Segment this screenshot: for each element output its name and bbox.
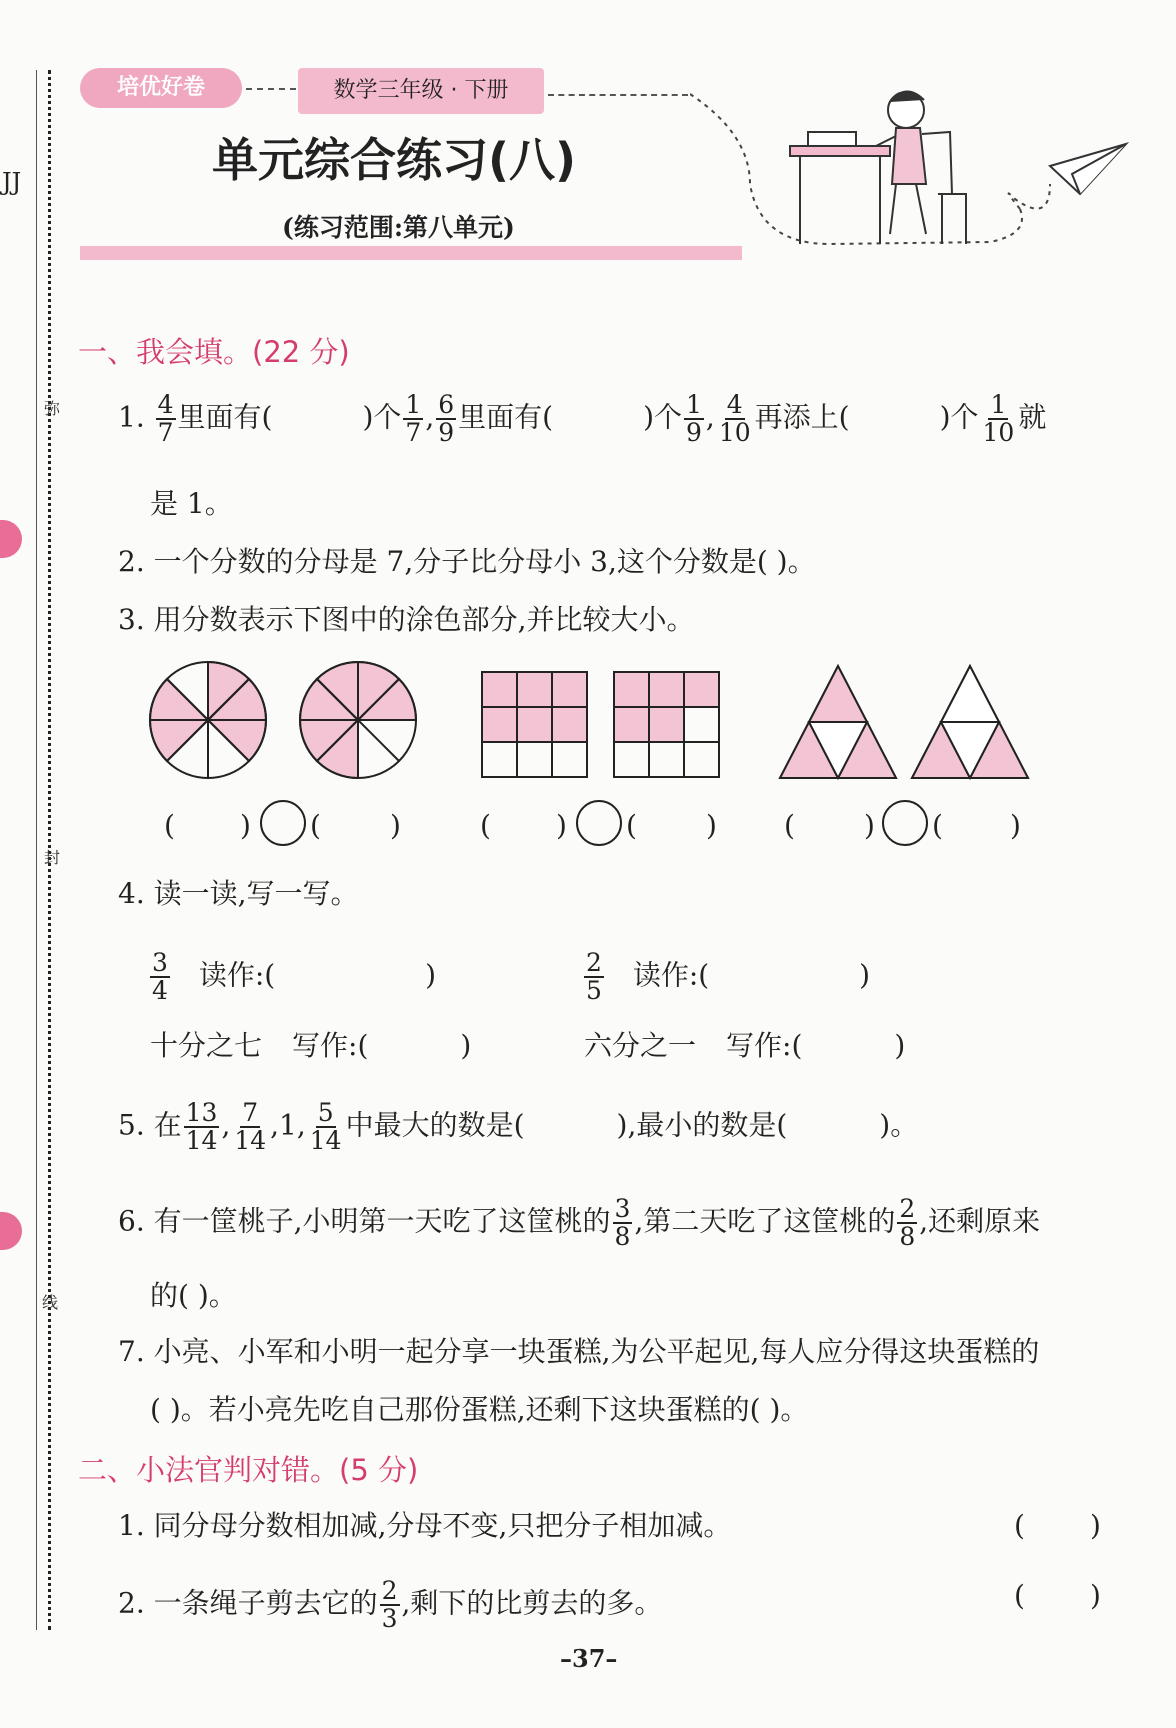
s2-q2: 2. 一条绳子剪去它的 $\frac{2}{3}$ ,剩下的比剪去的多。 — [118, 1576, 663, 1633]
circle-a — [150, 662, 266, 778]
paper-plane-icon — [1050, 144, 1126, 194]
q3-blank-a2-right: ) — [390, 809, 401, 842]
q3-blank-a2-left[interactable]: ( — [310, 809, 321, 842]
q4-row1-b: $\frac{2}{5}$ 读作:( ) — [586, 948, 871, 1005]
q3-blank-c2-right: ) — [1010, 809, 1021, 842]
q7-line2: ( )。若小亮先吃自己那份蛋糕,还剩下这块蛋糕的( )。 — [150, 1393, 809, 1426]
q6-frac-2-8: $\frac{2}{8}$ — [899, 1194, 916, 1251]
q1-line2: 是 1。 — [150, 487, 233, 520]
page-subtitle: (练习范围:第八单元) — [282, 213, 515, 242]
binding-feng: 封 — [44, 848, 61, 867]
edge-tab-top — [0, 520, 22, 558]
q3-blank-b2-left[interactable]: ( — [626, 809, 637, 842]
corner-mark: JJ — [2, 168, 22, 196]
q3-blank-b2-right: ) — [706, 809, 717, 842]
grade-tab: 数学三年级 · 下册 — [298, 68, 544, 114]
student — [876, 91, 966, 244]
triangle-b — [912, 666, 1028, 778]
page-number: –37– — [560, 1644, 618, 1673]
q1-frac-6-9: $\frac{6}{9}$ — [438, 390, 455, 447]
q6-line1: 6. 有一筐桃子,小明第一天吃了这筐桃的 $\frac{3}{8}$ ,第二天吃了这筐桃的 $\frac{2}{8}$ ,还剩原来 — [118, 1194, 1041, 1251]
q2: 2. 一个分数的分母是 7,分子比分母小 3,这个分数是( )。 — [118, 545, 816, 578]
s2-q2-judge-right: ) — [1090, 1579, 1101, 1612]
page-title: 单元综合练习(八) — [212, 133, 577, 187]
q3-compare-circle-c[interactable] — [882, 800, 928, 846]
header-dash-2 — [548, 94, 688, 96]
q1-frac-1-10: $\frac{1}{10}$ — [982, 390, 1015, 447]
q3: 3. 用分数表示下图中的涂色部分,并比较大小。 — [118, 603, 695, 636]
q4-row1-a: $\frac{3}{4}$ 读作:( ) — [152, 948, 437, 1005]
header-badge: 培优好卷 — [80, 68, 242, 108]
q3-blank-a-left[interactable]: ( — [164, 809, 175, 842]
q3-blank-a-right-close: ) — [240, 809, 251, 842]
binding-solid-line — [36, 70, 37, 1630]
section2-title: 二、小法官判对错。(5 分) — [78, 1453, 419, 1487]
header-dash-1 — [246, 88, 296, 90]
grid-b — [614, 672, 719, 777]
circle-b — [300, 662, 416, 778]
binding-xian: 线 — [42, 1293, 59, 1312]
grid-a — [482, 672, 587, 777]
q5: 5. 在 $\frac{13}{14}$ , $\frac{7}{14}$ ,1, $\frac{5}{14}$ 中最大的数是( ),最小的数是( )。 — [118, 1098, 919, 1155]
q3-compare-circle-a[interactable] — [260, 800, 306, 846]
q3-blank-b-left[interactable]: ( — [480, 809, 491, 842]
s2-q1-judge-left[interactable]: ( — [1014, 1509, 1025, 1542]
header-band — [80, 246, 742, 260]
q3-blank-c-left[interactable]: ( — [784, 809, 795, 842]
q1-frac-4-7: $\frac{4}{7}$ — [157, 390, 174, 447]
desk — [790, 132, 890, 244]
q5-frac-7-14: $\frac{7}{14}$ — [234, 1098, 267, 1155]
q4-row2-b: 六分之一 写作:( ) — [584, 1029, 906, 1062]
triangle-a — [780, 666, 896, 778]
edge-tab-bottom — [0, 1212, 22, 1250]
q1-frac-1-7: $\frac{1}{7}$ — [405, 390, 422, 447]
q1-frac-1-9: $\frac{1}{9}$ — [686, 390, 702, 447]
q6-frac-3-8: $\frac{3}{8}$ — [614, 1194, 631, 1251]
s2-q1: 1. 同分母分数相加减,分母不变,只把分子相加减。 — [118, 1509, 732, 1542]
q7-line1: 7. 小亮、小军和小明一起分享一块蛋糕,为公平起见,每人应分得这块蛋糕的 — [118, 1335, 1040, 1368]
q3-blank-c2-left[interactable]: ( — [932, 809, 943, 842]
q3-blank-b-right: ) — [556, 809, 567, 842]
q3-compare-circle-b[interactable] — [576, 800, 622, 846]
section1-title: 一、我会填。(22 分) — [78, 335, 350, 369]
q6-line2: 的( )。 — [150, 1279, 237, 1312]
s2-q2-judge-left[interactable]: ( — [1014, 1579, 1025, 1612]
q4-title: 4. 读一读,写一写。 — [118, 877, 359, 910]
q4-frac-3-4: $\frac{3}{4}$ — [152, 948, 168, 1005]
q4-frac-2-5: $\frac{2}{5}$ — [586, 948, 602, 1005]
s2-q2-frac-2-3: $\frac{2}{3}$ — [381, 1576, 398, 1633]
q1-frac-4-10: $\frac{4}{10}$ — [718, 390, 751, 447]
s2-q1-judge-right: ) — [1090, 1509, 1101, 1542]
q5-frac-5-14: $\frac{5}{14}$ — [309, 1098, 342, 1155]
q3-blank-c-right: ) — [864, 809, 875, 842]
q4-row2-a: 十分之七 写作:( ) — [150, 1029, 472, 1062]
q5-frac-13-14: $\frac{13}{14}$ — [185, 1098, 218, 1155]
student-illustration — [690, 74, 1130, 264]
binding-mi: 弥 — [44, 399, 61, 418]
q1-line1: 1. $\frac{4}{7}$ 里面有( )个 $\frac{1}{7}$ , $\frac{6}{9}$ 里面有( )个 $\frac{1}{9}$ , $\frac{4}{10}$ 再添上( )个 $\frac{1}{10}$ 就 — [118, 390, 1047, 447]
